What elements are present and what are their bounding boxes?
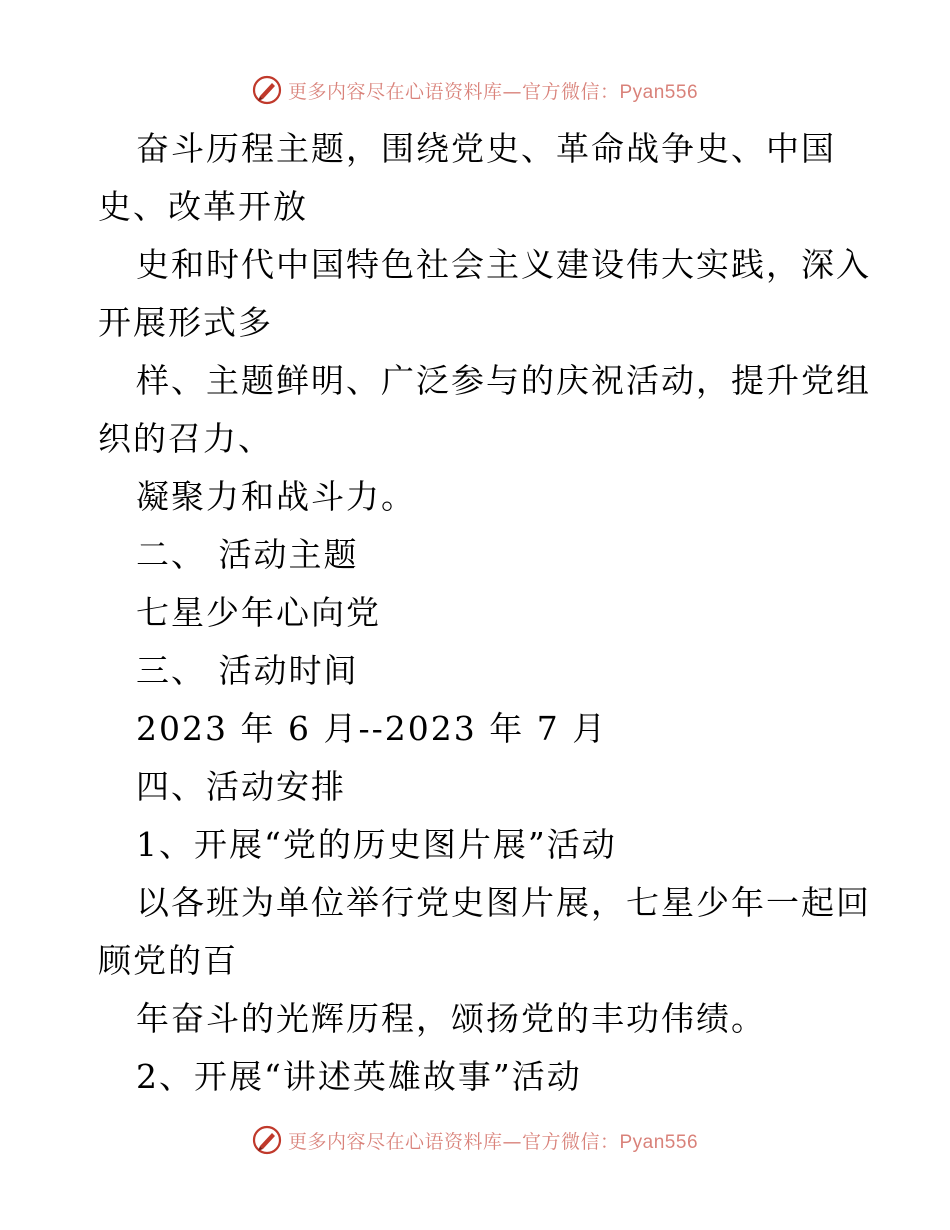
banner-text [288,77,698,104]
banner-label: 更多内容尽在心语资料库—官方微信： [287,80,620,103]
text-line: 凝聚力和战斗力。 [136,477,416,516]
section-heading: 三、 活动时间 [136,651,359,690]
text-line: 史、改革开放 [98,187,308,226]
section-heading: 二、 活动主题 [136,535,359,574]
header-banner [0,70,950,110]
document-body [98,120,871,1106]
logo-icon [252,1125,282,1155]
banner-wechat-id: Pyan556 [619,81,699,103]
text-line: 顾党的百 [98,941,238,980]
text-line: 史和时代中国特色社会主义建设伟大实践，深入 [136,245,871,284]
text-line: 2、开展“讲述英雄故事”活动 [136,1057,582,1096]
text-line: 织的召力、 [98,419,273,458]
section-heading: 四、活动安排 [136,767,346,806]
text-line: 开展形式多 [98,303,273,342]
text-line: 以各班为单位举行党史图片展，七星少年一起回 [136,883,871,922]
text-line: 2023 年 6 月--2023 年 7 月 [136,709,608,748]
banner-wechat-id: Pyan556 [619,1131,699,1153]
text-line: 奋斗历程主题，围绕党史、革命战争史、中国 [136,129,836,168]
text-line: 样、主题鲜明、广泛参与的庆祝活动，提升党组 [136,361,871,400]
text-line: 年奋斗的光辉历程，颂扬党的丰功伟绩。 [136,999,766,1038]
footer-banner [0,1120,950,1160]
text-line: 七星少年心向党 [136,593,381,632]
banner-label: 更多内容尽在心语资料库—官方微信： [287,1130,620,1153]
banner-text [288,1127,698,1154]
logo-icon [252,75,282,105]
text-line: 1、开展“党的历史图片展”活动 [136,825,617,864]
